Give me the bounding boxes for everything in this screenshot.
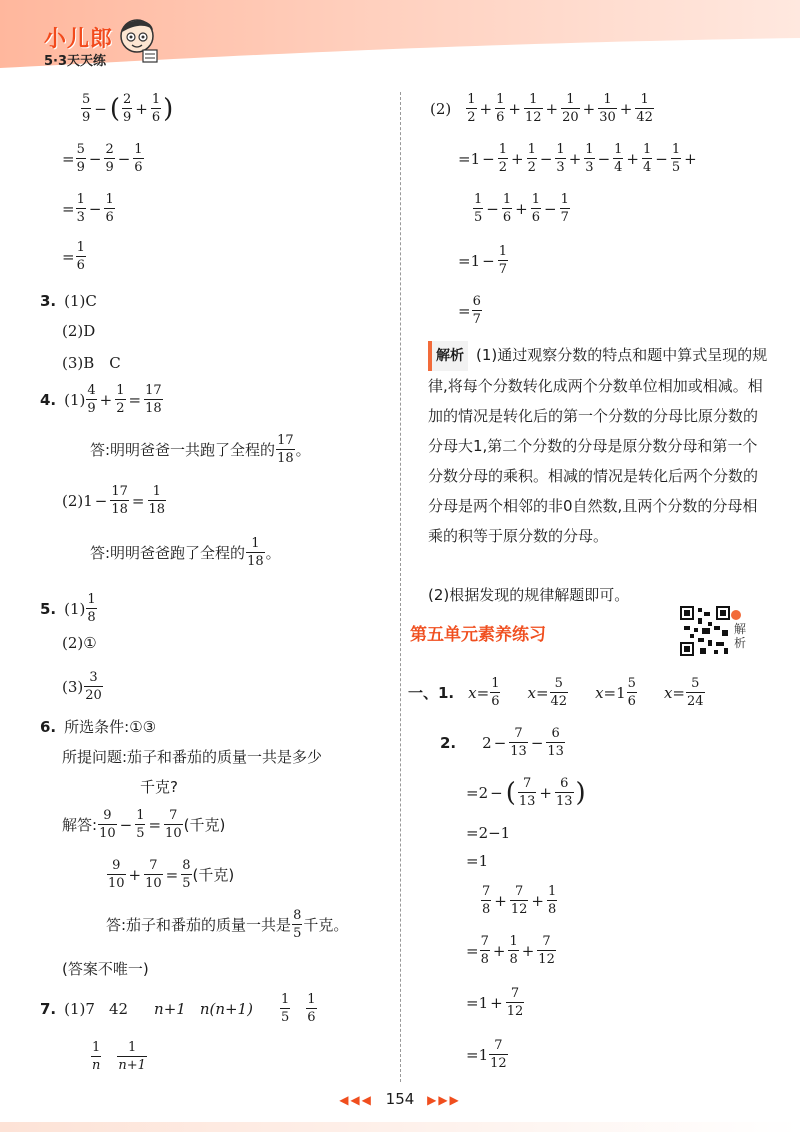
q6-solution2: $\frac{9}{10}$ + $\frac{7}{10}$ = $\frac{8}{5}$ (千克): [108, 858, 235, 891]
page-number: 154: [385, 1090, 415, 1108]
qr-code-icon[interactable]: [680, 606, 730, 656]
page-header: [0, 0, 800, 68]
q7-part1: 7. (1)7 42 n+1 n(n+1) $\frac{1}{5}$ $\frac{1}{6}$: [40, 992, 316, 1025]
r-q2-line3: $\frac{1}{5}$ − $\frac{1}{6}$ + $\frac{1}{6}$ − $\frac{1}{7}$: [474, 192, 569, 225]
q6-solution1: 解答: $\frac{9}{10}$ − $\frac{1}{5}$ = $\frac{7}{10}$ (千克): [62, 808, 226, 841]
r-q2-line1: (2) $\frac{1}{2}$ + $\frac{1}{6}$ + $\frac{1}{12}$ + $\frac{1}{20}$ + $\frac{1}{30}$ + $\frac{1}{42}$: [430, 92, 653, 125]
s2-line8: =1 $\frac{7}{12}$: [466, 1038, 507, 1071]
s2-line7: =1 + $\frac{7}{12}$: [466, 986, 524, 1019]
q6-note: (答案不唯一): [62, 960, 149, 978]
s2-line2: =2 − ( $\frac{7}{13}$ + $\frac{6}{13}$ ): [466, 776, 586, 809]
q3-part2: (2)D: [62, 322, 96, 340]
q7-part2: $\frac{1}{n}$ $\frac{1}{n+1}$: [92, 1040, 146, 1073]
section-title: 第五单元素养练习: [410, 625, 546, 645]
q5-part1: 5. (1) $\frac{1}{8}$: [40, 592, 96, 625]
jiexi-paragraph: [428, 340, 772, 551]
r-q2-line5: = $\frac{6}{7}$: [458, 294, 481, 327]
q6-question: 所提问题:茄子和番茄的质量一共是多少: [62, 748, 323, 766]
calc1-line1: $\frac{5}{9}$ − ( $\frac{2}{9}$ + $\frac{1}{6}$ ): [82, 92, 174, 125]
brand-logo: 小儿郎: [44, 27, 114, 52]
q5-part3: (3) $\frac{3}{20}$: [62, 670, 102, 703]
s2-line4: =1: [466, 852, 489, 870]
s2-line1: 2. 2 − $\frac{7}{13}$ − $\frac{6}{13}$: [440, 726, 564, 759]
q5-part2: (2)①: [62, 634, 97, 652]
next-arrows-icon: ▶▶▶: [427, 1093, 461, 1107]
qr-label: 解析: [734, 622, 747, 650]
r-q2-line2: =1 − $\frac{1}{2}$ + $\frac{1}{2}$ − $\frac{1}{3}$ + $\frac{1}{3}$ − $\frac{1}{4}$ + $\frac{1}{4}$ − $\frac{1}{5}$ +: [458, 142, 697, 175]
s2-line3: =2−1: [466, 824, 511, 842]
r-q2-line4: =1 − $\frac{1}{7}$: [458, 244, 507, 277]
bottom-strip: [0, 1122, 800, 1132]
s1-answers: 一、1. x = $\frac{1}{6}$ x = $\frac{5}{42}$ x = 1 $\frac{5}{6}$ x = $\frac{5}{24}$: [408, 676, 704, 709]
jiexi-label: 解析: [428, 341, 468, 371]
s2-line6: = $\frac{7}{8}$ + $\frac{1}{8}$ + $\frac{7}{12}$: [466, 934, 555, 967]
q3-part3: (3)B C: [62, 354, 121, 372]
prev-arrows-icon: ◀◀◀: [339, 1093, 373, 1107]
jiexi-text: (1)通过观察分数的特点和题中算式呈现的规律,将每个分数转化成两个分数单位相加或相减。相加的情况是转化后的第一个分数的分母比原分数的分母大1,第二个分数的分母是原分数分母和第一个分数分母的乘积。相减的情况是转化后两个分数的分母是两个相邻的非0自然数,且两个分数的分母相乘的积等于原分数的分母。: [428, 346, 768, 545]
q4-answer1: 答:明明爸爸一共跑了全程的 $\frac{17}{18}$ 。: [90, 433, 311, 466]
calc1-line3: = $\frac{1}{3}$ − $\frac{1}{6}$: [62, 192, 114, 225]
q4-answer2: 答:明明爸爸跑了全程的 $\frac{1}{18}$ 。: [90, 536, 281, 569]
column-divider: [400, 92, 401, 1082]
play-icon: [731, 610, 741, 620]
jiexi-paragraph-2: (2)根据发现的规律解题即可。: [428, 586, 630, 604]
calc1-line2: = $\frac{5}{9}$ − $\frac{2}{9}$ − $\frac{1}{6}$: [62, 142, 143, 175]
page-footer: [0, 1090, 800, 1108]
calc1-result: = $\frac{1}{6}$: [62, 240, 85, 273]
s2-line5: $\frac{7}{8}$ + $\frac{7}{12}$ + $\frac{1}{8}$: [482, 884, 557, 917]
q3-part1: 3. (1)C: [40, 292, 97, 310]
q6-condition: 6. 所选条件:①③: [40, 717, 157, 736]
brand-subtitle: 5·3天天练: [44, 54, 107, 69]
fraction: $\frac{1}{6}$: [151, 92, 161, 125]
mascot-icon: [115, 14, 161, 66]
q4-part1: 4. (1) $\frac{4}{9}$ + $\frac{1}{2}$ = $\frac{17}{18}$: [40, 383, 162, 416]
fraction: $\frac{5}{9}$: [82, 92, 91, 125]
q4-part2: (2)1 − $\frac{17}{18}$ = $\frac{1}{18}$: [62, 484, 166, 517]
q6-question-cont: 千克?: [140, 778, 178, 796]
fraction: $\frac{2}{9}$: [123, 92, 132, 125]
q6-answer: 答:茄子和番茄的质量一共是 $\frac{8}{5}$ 千克。: [106, 908, 349, 941]
